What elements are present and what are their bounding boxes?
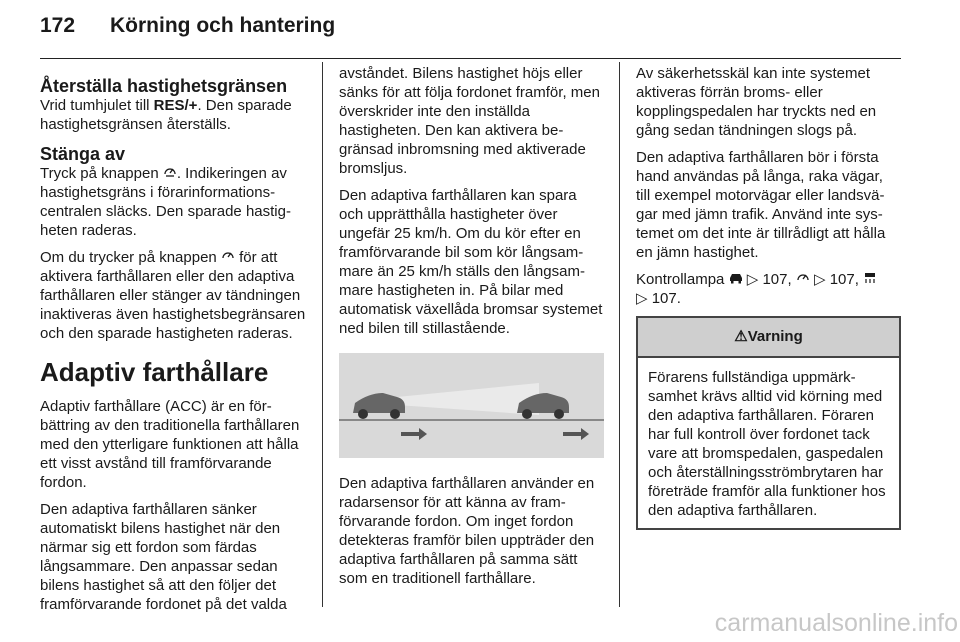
column-3 xyxy=(636,64,901,530)
paragraph: Av säkerhetsskäl kan inte systemet aktiveras förrän broms- eller kopplingspedalen har tryckts ned en gång sedan tändningen slogs på. xyxy=(636,65,877,139)
watermark: carmanualsonline.info xyxy=(714,609,958,637)
warning-title: ⚠Varning xyxy=(638,318,899,358)
heading-off: Stänga av xyxy=(40,144,126,164)
paragraph: Om du trycker på knappen för att aktivera farthållaren eller den adaptiva farthållaren eller stänger av tändningen inaktiveras även hastighetsbegränsaren och den sparade hastigheten raderas. xyxy=(40,249,306,342)
arrow-icon xyxy=(563,428,589,440)
cruise-control-icon xyxy=(796,270,810,289)
page-reference-arrow-icon[interactable]: ▷ xyxy=(746,271,759,288)
arrow-icon xyxy=(401,428,427,440)
heading-reset: Återställa hastighetsgränsen xyxy=(40,76,288,96)
paragraph: Tryck på knappen . Indikeringen av hastighetsgräns i förarinformationscentralen släcks. Den sparade hastigheten raderas. xyxy=(40,165,291,239)
car-icon xyxy=(353,393,405,419)
page-number: 172 xyxy=(40,14,76,37)
column-divider xyxy=(619,62,620,607)
speed-limiter-icon xyxy=(163,164,177,183)
column-divider xyxy=(322,62,323,607)
cruise-control-icon xyxy=(221,248,235,267)
header-rule xyxy=(40,58,901,59)
paragraph: Adaptiv farthållare (ACC) är en förbättring av den traditionella farthållaren med den ytterligare funktionen att hålla ett visst avstånd till framförvarande fordon. xyxy=(40,398,300,491)
paragraph: Kontrollampa ▷ 107, ▷ 107, ▷ 107. xyxy=(636,270,901,308)
paragraph: Den adaptiva farthållaren bör i första hand användas på långa, raka vägar, till exempel motorvägar eller landsvägar med jämn trafik. Använd inte systemet om det inte är tillrådligt att hålla en jämn hastighet. xyxy=(636,149,886,261)
page-reference-arrow-icon[interactable]: ▷ xyxy=(813,271,826,288)
page-header xyxy=(40,14,335,38)
warning-triangle-icon: ⚠ xyxy=(734,328,748,345)
paragraph: Vrid tumhjulet till RES/+. Den sparade hastighetsgränsen återställs. xyxy=(40,97,292,133)
column-2 xyxy=(339,64,604,596)
paragraph: Den adaptiva farthållaren sänker automatiskt bilens hastighet när den närmar sig ett fordon som färdas långsammare. Den anpassar sedan bilens hastighet så att den följer det framförvarande fordonet på det valda xyxy=(40,501,287,613)
acc-illustration xyxy=(339,353,604,458)
page-title: Körning och hantering xyxy=(110,14,336,37)
paragraph: Den adaptiva farthållaren använder en radarsensor för att känna av framförvarande fordon. Om inget fordon detekteras framför bilen uppträder den adaptiva farthållaren på samma sätt som en traditionell farthållare. xyxy=(339,475,595,587)
car-icon xyxy=(729,270,743,289)
warning-box xyxy=(636,316,901,530)
paragraph: avståndet. Bilens hastighet höjs eller sänks för att följa fordonet framför, men överskrider inte den inställda hastigheten. Den kan aktivera begränsad inbromsning med aktiverade bromsljus. xyxy=(339,65,600,177)
column-1 xyxy=(40,64,310,622)
page-reference-arrow-icon[interactable]: ▷ xyxy=(636,290,648,307)
distance-icon xyxy=(863,270,877,289)
heading-acc: Adaptiv farthållare xyxy=(40,357,269,387)
warning-body: Förarens fullständiga uppmärksamhet krävs alltid vid körning med den adaptiva farthållaren. Föraren har full kontroll över fordonet tack vare att bromspedalen, gaspedalen och återställningsströmbrytaren har företräde framför alla funktioner hos den adaptiva farthållaren. xyxy=(648,369,886,519)
paragraph: Den adaptiva farthållaren kan spara och upprätthålla hastigheter över ungefär 25 km/h. Om du kör efter en framförvarande bil som kör långsammare än 25 km/h ställs den långsammare hastigheten in. På bilar med automatisk växellåda bromsar systemet ned bilen till stillastående. xyxy=(339,187,603,337)
